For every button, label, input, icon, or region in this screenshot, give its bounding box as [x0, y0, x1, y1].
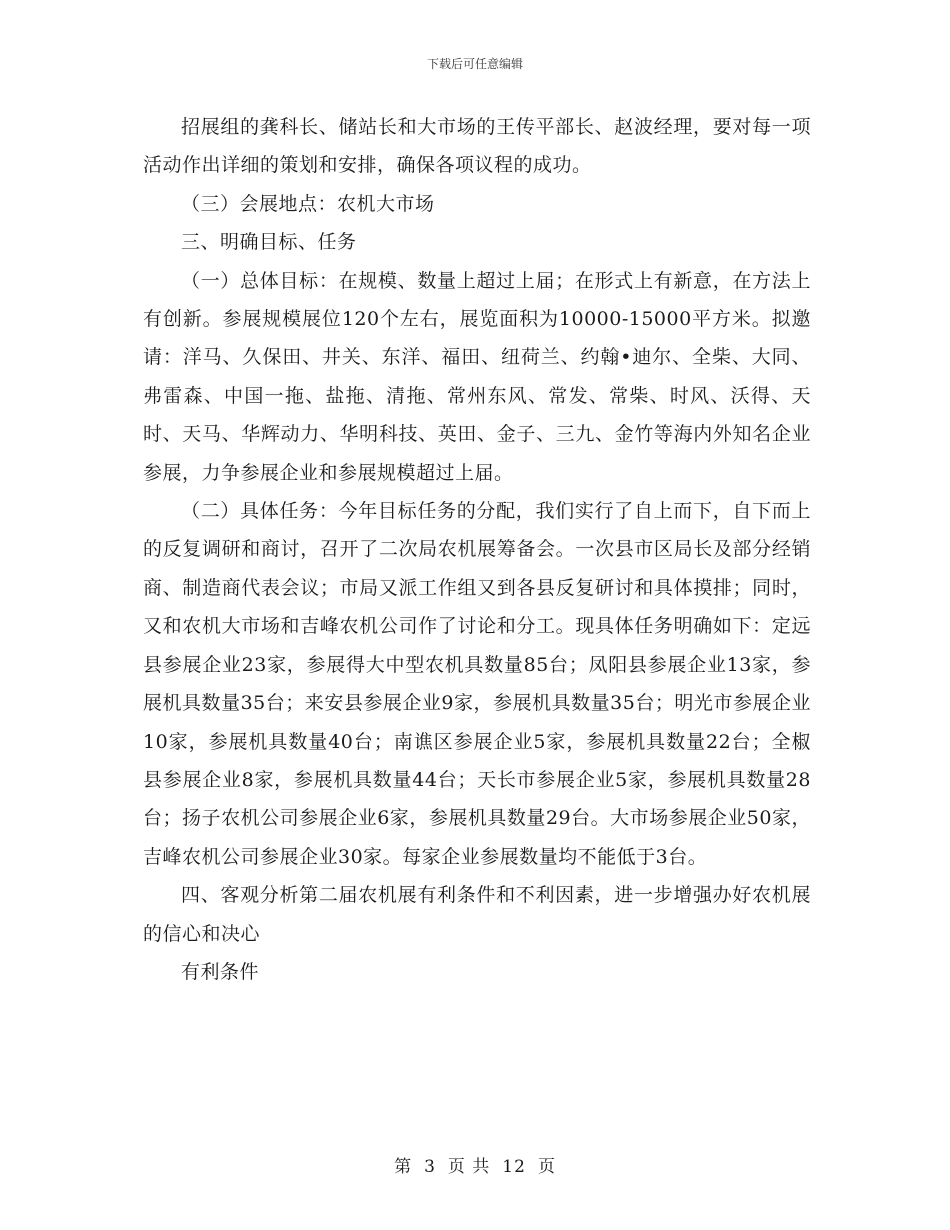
paragraph-venue: （三）会展地点：农机大市场	[181, 192, 435, 215]
page-number-total: 12	[502, 1157, 526, 1177]
page-number-mid: 页 共	[447, 1157, 491, 1177]
paragraph-specific-tasks: （二）具体任务：今年目标任务的分配，我们实行了自上而下，自下而上的反复调研和商讨，召开了二次局农机展筹备会。一次县市区局长及部分经销商、制造商代表会议；市局又派工作组又到各县反复研讨和具体摸排；同时，又和农机大市场和吉峰农机公司作了讨论和分工。现具体任务明确如下：定远县参展企业23家，参展得大中型农机具数量85台；凤阳县参展企业13家，参展机具数量35台；来安县参展企业9家，参展机具数量35台；明光市参展企业10家，参展机具数量40台；南谯区参展企业5家，参展机具数量22台；全椒县参展企业8家，参展机具数量44台；天长市参展企业5家，参展机具数量28台；扬子农机公司参展企业6家，参展机具数量29台。大市场参展企业50家，吉峰农机公司参展企业30家。每家企业参展数量均不能低于3台。	[143, 500, 811, 868]
page-header-note: 下载后可任意编辑	[426, 57, 523, 71]
page-number-current: 3	[424, 1157, 436, 1177]
subheading-favorable-conditions: 有利条件	[181, 960, 260, 983]
section-heading-goals: 三、明确目标、任务	[181, 231, 357, 254]
page-number	[0, 1152, 950, 1177]
page-number-suffix: 页	[537, 1157, 556, 1177]
document-body	[143, 108, 811, 991]
page-number-prefix: 第	[394, 1157, 413, 1177]
paragraph-overall-goal: （一）总体目标：在规模、数量上超过上届；在形式上有新意，在方法上有创新。参展规模展位120个左右，展览面积为10000-15000平方米。拟邀请：洋马、久保田、井关、东洋、福田、纽荷兰、约翰•迪尔、全柴、大同、弗雷森、中国一拖、盐拖、清拖、常州东风、常发、常柴、时风、沃得、天时、天马、华辉动力、华明科技、英田、金子、三九、金竹等海内外知名企业参展，力争参展企业和参展规模超过上届。	[143, 269, 811, 484]
section-heading-analysis: 四、客观分析第二届农机展有利条件和不利因素，进一步增强办好农机展的信心和决心	[143, 884, 811, 945]
paragraph-exhibition-team: 招展组的龚科长、储站长和大市场的王传平部长、赵波经理，要对每一项活动作出详细的策划和安排，确保各项议程的成功。	[143, 116, 811, 177]
